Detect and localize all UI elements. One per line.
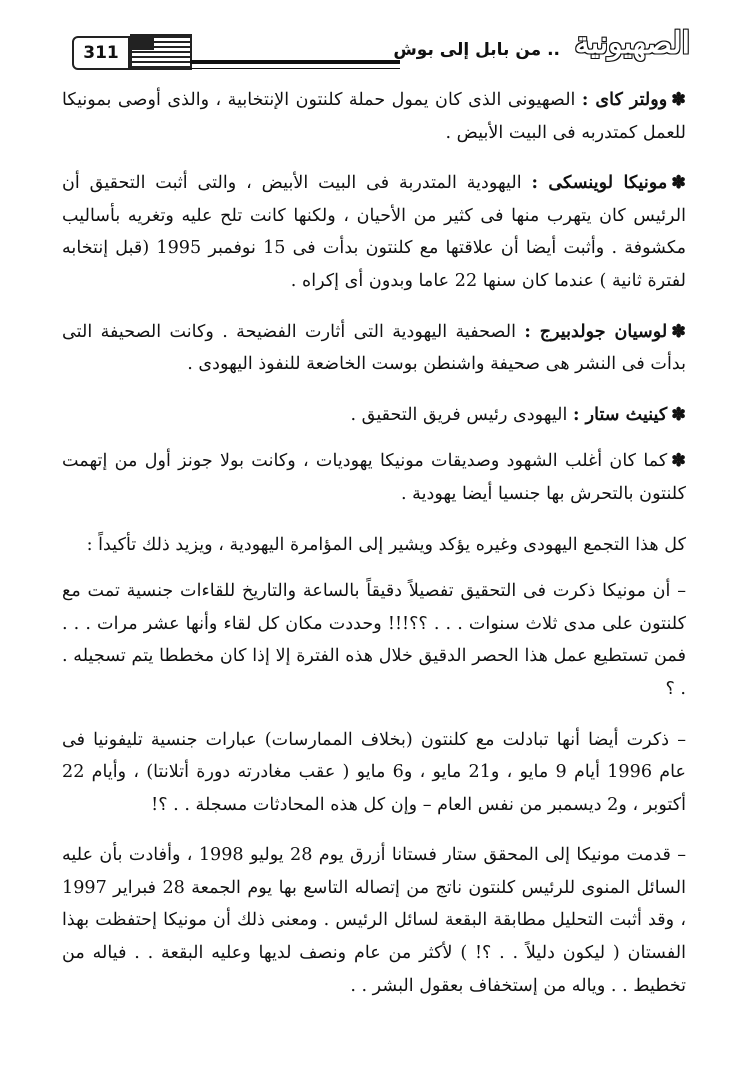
- bullet-icon: ✽: [671, 172, 687, 194]
- paragraph: [62, 529, 686, 562]
- paragraph-text: اليهودى رئيس فريق التحقيق .: [350, 404, 574, 425]
- paragraph: [62, 575, 686, 705]
- paragraph-text: – أن مونيكا ذكرت فى التحقيق تفصيلاً دقيقاً بالساعة والتاريخ للقاءات جنسية تمت مع كلنتون على مدى ثلاث سنوات . . . ؟؟!!! وحددت مكان كل لقاء وأنها عشر مرات . . . فمن تستطيع عمل هذا الحصر الدقيق خلال هذه الفترة إلا إذا كان مخططا يتم تسجيله . . ؟: [62, 581, 686, 699]
- paragraph-text: اليهودية المتدربة فى البيت الأبيض ، والتى أثبت التحقيق أن الرئيس كان يتهرب منها فى كثير من الأحيان ، ولكنها كانت تلح عليه وتغريه بأساليب مكشوفة . وأثبت أيضا أن علاقتها مع كلنتون بدأت فى 15 نوفمبر 1995 (قبل إنتخابه لفترة ثانية ) عندما كان سنها 22 عاما وبدون أى إكراه .: [62, 173, 686, 291]
- paragraph-text: – قدمت مونيكا إلى المحقق ستار فستانا أزرق يوم 28 يوليو 1998 ، وأفادت بأن عليه السائل المنوى للرئيس كلنتون ناتج من إتصاله التاسع بها يوم الجمعة 28 فبراير 1997 ، وقد أثبت التحليل مطابقة البقعة لسائل الرئيس . ومعنى ذلك أن مونيكا إحتفظت بهذا الفستان ( ليكون دليلاً . . ؟! ) لأكثر من عام ونصف لديها وعليه البقعة . . فياله من تخطيط . . وياله من إستخفاف بعقول البشر . .: [62, 845, 686, 996]
- paragraph-text: كل هذا التجمع اليهودى وغيره يؤكد ويشير إلى المؤامرة اليهودية ، ويزيد ذلك تأكيداً :: [86, 534, 686, 555]
- paragraph-text: الصهيونى الذى كان يمول حملة كلنتون الإنتخابية ، والذى أوصى بمونيكا للعمل كمتدربه فى البيت الأبيض .: [62, 90, 686, 143]
- page-header: [72, 26, 690, 74]
- bullet-icon: ✽: [671, 450, 686, 472]
- paragraph: [62, 724, 686, 822]
- flag-icon: [130, 34, 192, 70]
- paragraph-lead: لوسيان جولدبيرج :: [524, 320, 668, 342]
- paragraph-lead: وولتر كاى :: [581, 89, 668, 110]
- header-rule-thin: [190, 68, 400, 69]
- page-body: [62, 84, 686, 1020]
- bullet-icon: ✽: [671, 403, 686, 425]
- paragraph-text: الصحفية اليهودية التى أثارت الفضيحة . وكانت الصحيفة التى بدأت فى النشر هى صحيفة واشنطن بوست الخاضعة للنفوذ اليهودى .: [62, 321, 686, 375]
- paragraph-lead: مونيكا لوينسكى :: [531, 172, 668, 194]
- paragraph: [62, 839, 686, 1002]
- header-rule: [190, 60, 400, 64]
- paragraph: [62, 316, 686, 381]
- paragraph-text: – ذكرت أيضا أنها تبادلت مع كلنتون (بخلاف الممارسات) عبارات جنسية تليفونيا فى عام 1996 أيام 9 مايو ، و21 مايو ، و6 مايو ( عقب مغادرته دورة أتلانتا) ، وأيام 22 أكتوبر ، و2 ديسمبر من نفس العام – وإن كل هذه المحادثات مسجلة . . ؟!: [62, 729, 686, 815]
- paragraph: [62, 445, 686, 510]
- paragraph: [62, 167, 686, 297]
- paragraph-text: كما كان أغلب الشهود وصديقات مونيكا يهوديات ، وكانت بولا جونز أول من إتهمت كلنتون بالتحرش بها جنسيا أيضا يهودية .: [62, 451, 686, 504]
- paragraph: [62, 84, 686, 149]
- paragraph-lead: كينيث ستار :: [573, 403, 668, 425]
- bullet-icon: ✽: [671, 320, 686, 342]
- series-title: .. من بابل إلى بوش: [393, 40, 560, 60]
- bullet-icon: ✽: [671, 89, 687, 110]
- page-number: 311: [72, 36, 130, 70]
- book-title: الصهيونية: [574, 26, 690, 61]
- paragraph: [62, 399, 686, 432]
